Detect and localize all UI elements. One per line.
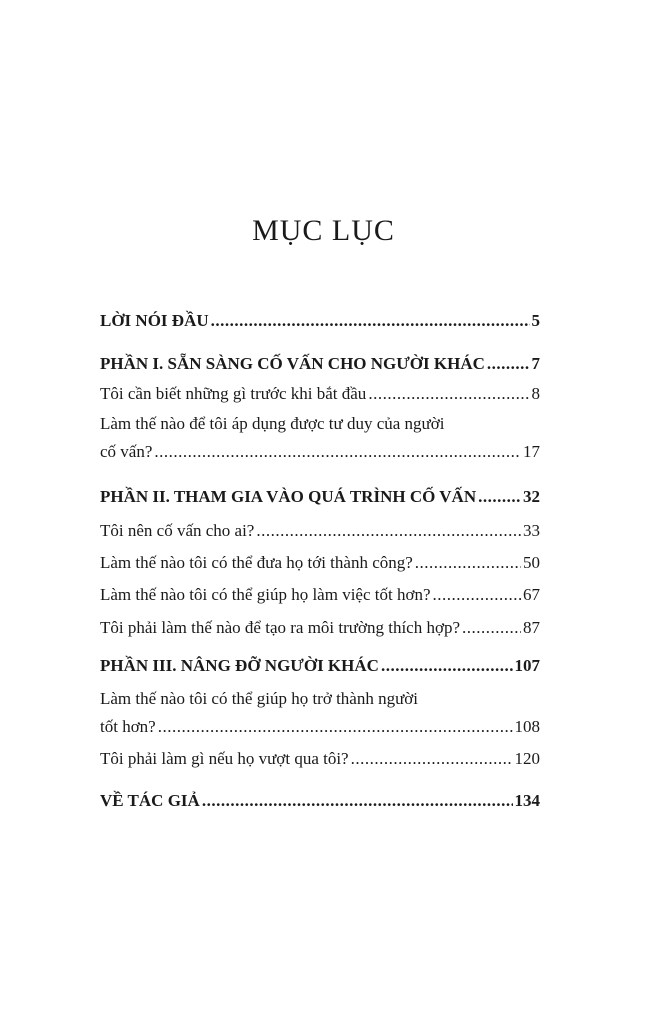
toc-entry-part-2 xyxy=(100,486,540,508)
toc-entry xyxy=(100,716,540,738)
dot-leader xyxy=(462,617,521,639)
dot-leader xyxy=(211,310,530,332)
toc-entry xyxy=(100,617,540,639)
dot-leader xyxy=(256,520,521,542)
toc-entry-text: cố vấn? xyxy=(100,442,153,461)
toc-page-number: 120 xyxy=(514,749,540,768)
toc-entry-text: Tôi phải làm gì nếu họ vượt qua tôi? xyxy=(100,749,349,768)
toc-entry-text: Làm thế nào tôi có thể giúp họ làm việc tốt hơn? xyxy=(100,585,431,604)
toc-entry-text: Làm thế nào tôi có thể đưa họ tới thành công? xyxy=(100,553,413,572)
page-title: MỤC LỤC xyxy=(252,214,395,247)
toc-page-number: 33 xyxy=(523,521,540,540)
toc-page-number: 87 xyxy=(523,618,540,637)
toc-entry xyxy=(100,748,540,770)
toc-entry-text: Tôi nên cố vấn cho ai? xyxy=(100,521,255,540)
toc-page-number: 50 xyxy=(523,553,540,572)
toc-entry-first-line: Làm thế nào tôi có thể giúp họ trở thành người xyxy=(100,689,419,708)
toc-page-number: 7 xyxy=(531,354,540,373)
dot-leader xyxy=(415,552,521,574)
toc-entry xyxy=(100,383,540,405)
toc-entry-text: VỀ TÁC GIẢ xyxy=(100,791,200,810)
toc-entry-text: LỜI NÓI ĐẦU xyxy=(100,311,209,330)
toc-entry-preface xyxy=(100,310,540,332)
toc-page-number: 134 xyxy=(514,791,540,810)
toc-page-number: 108 xyxy=(514,717,540,736)
toc-entry xyxy=(100,584,540,606)
dot-leader xyxy=(433,584,522,606)
toc-entry-text: PHẦN III. NÂNG ĐỠ NGƯỜI KHÁC xyxy=(100,656,379,675)
toc-entry-part-1 xyxy=(100,353,540,375)
toc-page-number: 107 xyxy=(514,656,540,675)
toc-page-number: 32 xyxy=(523,487,540,506)
toc-entry xyxy=(100,441,540,463)
dot-leader xyxy=(351,748,513,770)
toc-entry-text: Tôi cần biết những gì trước khi bắt đầu xyxy=(100,384,367,403)
toc-entry-first-line: Làm thế nào để tôi áp dụng được tư duy của người xyxy=(100,414,445,433)
dot-leader xyxy=(381,655,513,677)
toc-page-number: 8 xyxy=(531,384,540,403)
toc-entry-text: Tôi phải làm thế nào để tạo ra môi trường thích hợp? xyxy=(100,618,461,637)
toc-entry xyxy=(100,552,540,574)
toc-page-number: 17 xyxy=(523,442,540,461)
toc-entry-part-3 xyxy=(100,655,540,677)
toc-entry-about-author xyxy=(100,790,540,812)
toc-entry-text: PHẦN II. THAM GIA VÀO QUÁ TRÌNH CỐ VẤN xyxy=(100,487,477,506)
toc-entry xyxy=(100,520,540,542)
dot-leader xyxy=(487,353,530,375)
dot-leader xyxy=(154,441,521,463)
toc-page-number: 5 xyxy=(531,311,540,330)
dot-leader xyxy=(368,383,529,405)
toc-entry-text: tốt hơn? xyxy=(100,717,156,736)
dot-leader xyxy=(158,716,513,738)
dot-leader xyxy=(478,486,521,508)
toc-page-number: 67 xyxy=(523,585,540,604)
toc-entry-text: PHẦN I. SẴN SÀNG CỐ VẤN CHO NGƯỜI KHÁC xyxy=(100,354,485,373)
dot-leader xyxy=(202,790,513,812)
